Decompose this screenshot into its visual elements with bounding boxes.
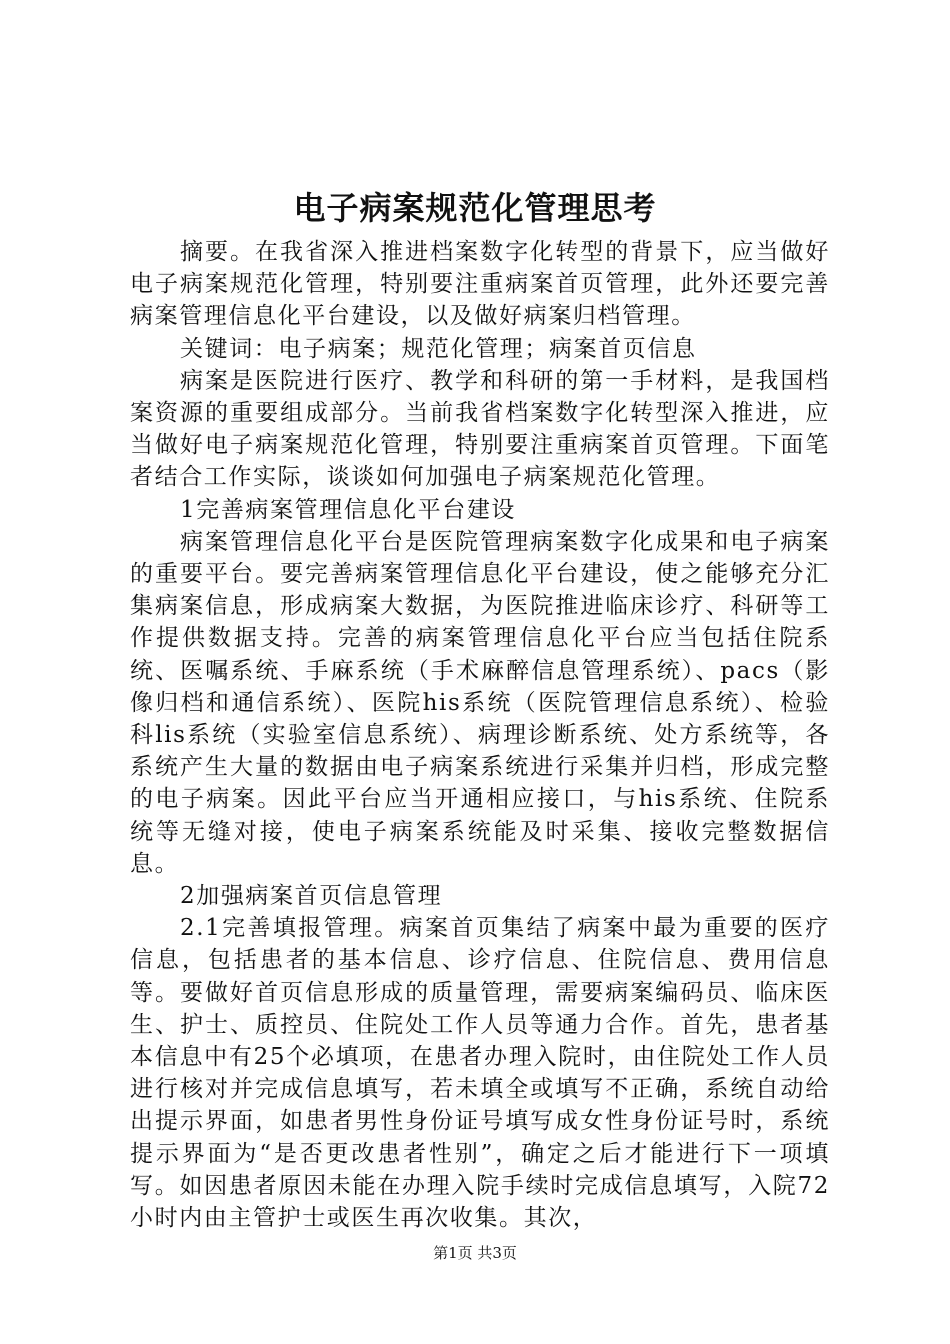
keywords-paragraph: 关键词：电子病案；规范化管理；病案首页信息 <box>180 335 697 362</box>
section-heading-2: 2加强病案首页信息管理 <box>180 883 443 910</box>
intro-paragraph: 病案是医院进行医疗、教学和科研的第一手材料，是我国档案资源的重要组成部分。当前我省档案数字化转型深入推进，应当做好电子病案规范化管理，特别要注重病案首页管理。下面笔者结合工作实际，谈谈如何加强电子病案规范化管理。 <box>130 367 830 491</box>
document-title: 电子病案规范化管理思考 <box>293 189 657 227</box>
document-body <box>130 236 830 1234</box>
section-heading-1: 1完善病案管理信息化平台建设 <box>180 496 517 523</box>
abstract-paragraph: 摘要。在我省深入推进档案数字化转型的背景下，应当做好电子病案规范化管理，特别要注重病案首页管理，此外还要完善病案管理信息化平台建设，以及做好病案归档管理。 <box>130 239 830 330</box>
section-2-1-paragraph: 2.1完善填报管理。病案首页集结了病案中最为重要的医疗信息，包括患者的基本信息、诊疗信息、住院信息、费用信息等。要做好首页信息形成的质量管理，需要病案编码员、临床医生、护士、质控员、住院处工作人员等通力合作。首先，患者基本信息中有25个必填项，在患者办理入院时，由住院处工作人员进行核对并完成信息填写，若未填全或填写不正确，系统自动给出提示界面，如患者男性身份证号填写成女性身份证号时，系统提示界面为“是否更改患者性别”，确定之后才能进行下一项填写。如因患者原因未能在办理入院手续时完成信息填写，入院72小时内由主管护士或医生再次收集。其次， <box>130 915 830 1232</box>
section-1-paragraph: 病案管理信息化平台是医院管理病案数字化成果和电子病案的重要平台。要完善病案管理信息化平台建设，使之能够充分汇集病案信息，形成病案大数据，为医院推进临床诊疗、科研等工作提供数据支持。完善的病案管理信息化平台应当包括住院系统、医嘱系统、手麻系统（手术麻醉信息管理系统）、pacs（影像归档和通信系统）、医院his系统（医院管理信息系统）、检验科lis系统（实验室信息系统）、病理诊断系统、处方系统等，各系统产生大量的数据由电子病案系统进行采集并归档，形成完整的电子病案。因此平台应当开通相应接口，与his系统、住院系统等无缝对接，使电子病案系统能及时采集、接收完整数据信息。 <box>130 528 830 877</box>
page-number-footer: 第1页 共3页 <box>433 1244 517 1262</box>
